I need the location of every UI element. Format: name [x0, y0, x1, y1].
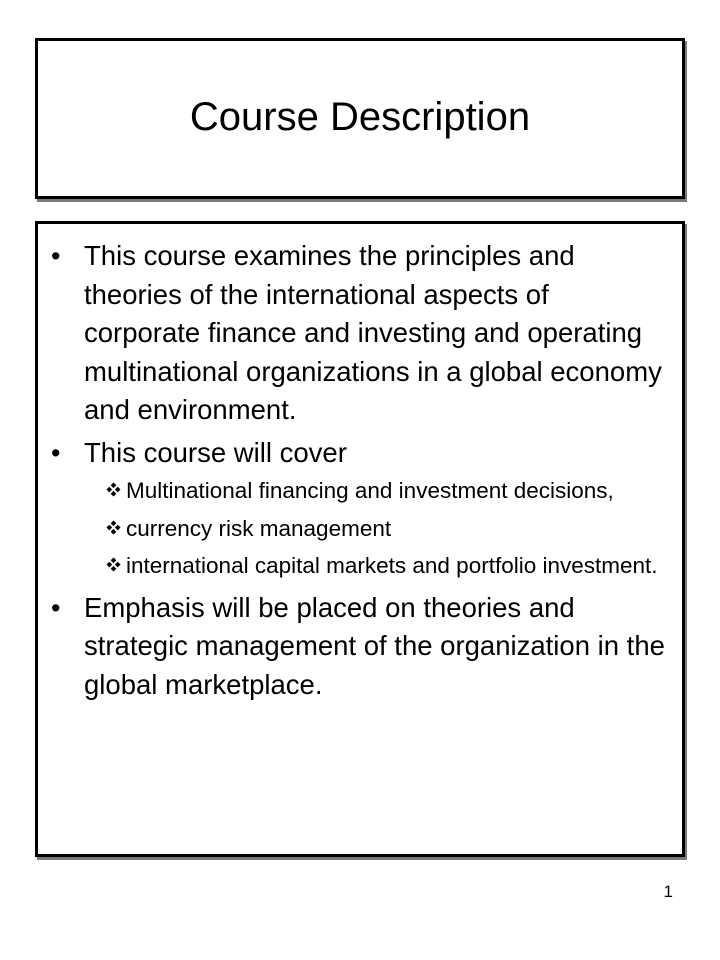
sub-bullet-list	[84, 475, 672, 582]
bullet-dot-icon: •	[51, 592, 61, 623]
sub-bullet-text: Multinational financing and investment decisions,	[126, 478, 614, 503]
sub-bullet-item	[106, 513, 672, 545]
bullet-item	[48, 237, 672, 430]
title-placeholder	[35, 38, 685, 199]
bullet-item	[48, 434, 672, 582]
bullet-item	[48, 589, 672, 705]
sub-bullet-item	[106, 550, 672, 582]
bullet-text: This course will cover	[84, 436, 347, 468]
four-diamond-icon	[106, 482, 121, 497]
bullet-text: This course examines the principles and theories of the international aspects of corporate finance and investing and operating multinational organizations in a global economy and environment.	[84, 240, 662, 425]
sub-bullet-item	[106, 475, 672, 507]
four-diamond-icon	[106, 520, 121, 535]
bullet-text: Emphasis will be placed on theories and strategic management of the organization in the global marketplace.	[84, 591, 665, 700]
bullet-dot-icon: •	[51, 437, 61, 468]
bullet-dot-icon: •	[51, 241, 61, 271]
content-placeholder	[35, 221, 685, 857]
bullet-list	[38, 224, 682, 704]
four-diamond-icon	[106, 557, 121, 572]
sub-bullet-text: international capital markets and portfolio investment.	[126, 553, 658, 578]
page-number: 1	[663, 882, 673, 901]
slide-title: Course Description	[189, 94, 531, 139]
sub-bullet-text: currency risk management	[126, 515, 392, 541]
